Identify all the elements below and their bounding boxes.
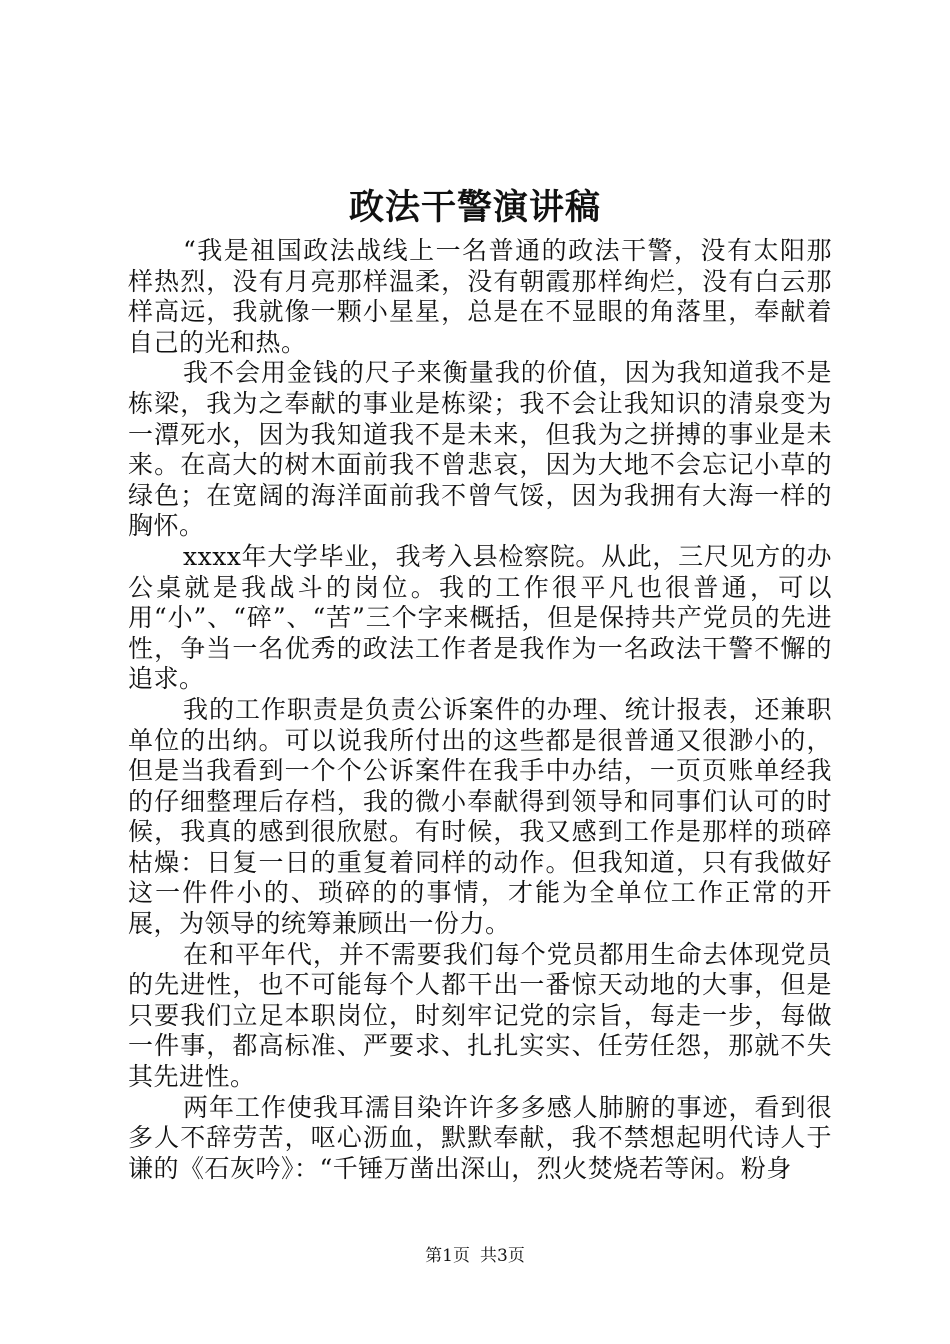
page-footer [0,1244,950,1268]
paragraph-1: “我是祖国政法战线上一名普通的政法干警，没有太阳那样热烈，没有月亮那样温柔，没有朝霞那样绚烂，没有白云那样高远，我就像一颗小星星，总是在不显眼的角落里，奉献着自己的光和热。 [128,236,832,357]
document-title: 政法干警演讲稿 [348,187,601,228]
paragraph-4: 我的工作职责是负责公诉案件的办理、统计报表，还兼职单位的出纳。可以说我所付出的这些都是很普通又很渺小的，但是当我看到一个个公诉案件在我手中办结，一页页账单经我的仔细整理后存档，我的微小奉献得到领导和同事们认可的时候，我真的感到很欣慰。有时候，我又感到工作是那样的琐碎枯燥：日复一日的重复着同样的动作。但我知道，只有我做好这一件件小的、琐碎的的事情，才能为全单位工作正常的开展，为领导的统筹兼顾出一份力。 [128,694,832,939]
page-total: 共3页 [480,1246,525,1266]
page-number: 第1页 [425,1246,470,1266]
paragraph-3: xxxx年大学毕业，我考入县检察院。从此，三尺见方的办公桌就是我战斗的岗位。我的工作很平凡也很普通，可以用“小”、“碎”、“苦”三个字来概括，但是保持共产党员的先进性，争当一名优秀的政法工作者是我作为一名政法干警不懈的追求。 [128,541,832,694]
paragraph-5: 在和平年代，并不需要我们每个党员都用生命去体现党员的先进性，也不可能每个人都干出一番惊天动地的大事，但是只要我们立足本职岗位，时刻牢记党的宗旨，每走一步，每做一件事，都高标准、严要求、扎扎实实、任劳任怨，那就不失其先进性。 [128,939,832,1092]
paragraph-2: 我不会用金钱的尺子来衡量我的价值，因为我知道我不是栋梁，我为之奉献的事业是栋梁；我不会让我知识的清泉变为一潭死水，因为我知道我不是未来，但我为之拼搏的事业是未来。在高大的树木面前我不曾悲哀，因为大地不会忘记小草的绿色；在宽阔的海洋面前我不曾气馁，因为我拥有大海一样的胸怀。 [128,358,832,541]
paragraph-6: 两年工作使我耳濡目染许许多多感人肺腑的事迹，看到很多人不辞劳苦，呕心沥血，默默奉献，我不禁想起明代诗人于谦的《石灰吟》：“千锤万凿出深山，烈火焚烧若等闲。粉身 [128,1092,832,1183]
document-body [128,236,832,1184]
